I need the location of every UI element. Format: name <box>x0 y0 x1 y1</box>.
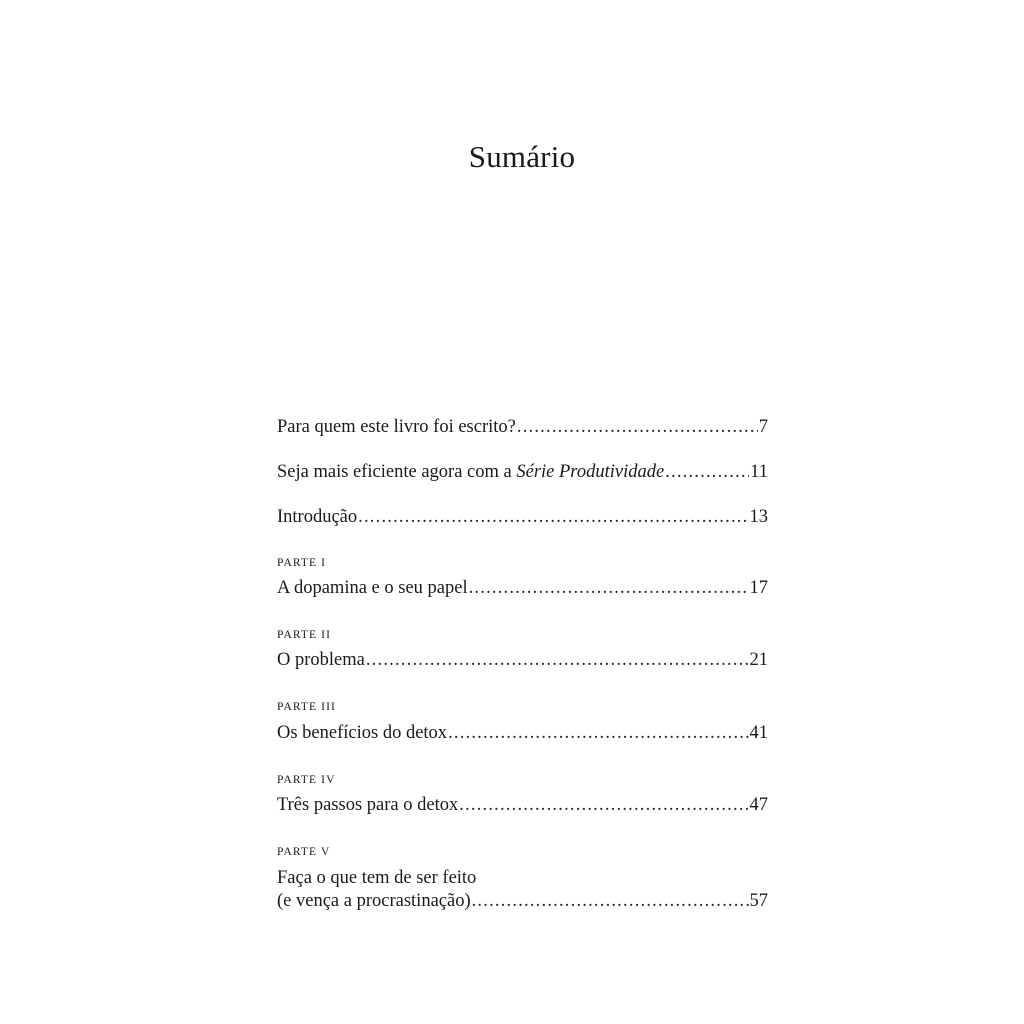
toc-entry-page: 41 <box>749 723 768 743</box>
part-label: PARTE IV <box>277 774 336 786</box>
toc-entry-page: 7 <box>758 417 768 437</box>
toc-entry-page: 13 <box>749 507 768 527</box>
toc-entry-page: 21 <box>749 650 768 670</box>
part-label: PARTE I <box>277 557 327 569</box>
dot-leader <box>366 649 749 671</box>
dot-leader <box>469 577 749 599</box>
toc-entry-title: Introdução <box>277 507 358 527</box>
part-label: PARTE III <box>277 701 336 713</box>
toc-entry <box>277 867 768 912</box>
toc-entry <box>277 722 768 744</box>
toc-entry <box>277 577 768 599</box>
toc-entry-title: A dopamina e o seu papel <box>277 578 468 598</box>
toc-entry-page: 57 <box>749 891 768 911</box>
dot-leader <box>665 461 749 483</box>
toc-entry-title <box>277 461 664 483</box>
dot-leader <box>517 416 758 438</box>
series-name: Série Produtividade <box>516 462 665 482</box>
toc-entry-title: O problema <box>277 650 365 670</box>
toc-entry <box>277 506 768 528</box>
toc-entry-page: 11 <box>750 462 768 482</box>
toc-entry <box>277 794 768 816</box>
toc-entry <box>277 461 768 483</box>
page-title: Sumário <box>468 139 576 174</box>
toc-entry-page: 47 <box>749 795 768 815</box>
toc-entry-title: (e vença a procrastinação) <box>277 891 471 911</box>
part-label: PARTE V <box>277 846 331 858</box>
dot-leader <box>472 890 749 912</box>
dot-leader <box>448 722 748 744</box>
toc-entry-title-text: Seja mais eficiente agora com a <box>277 462 517 482</box>
dot-leader <box>358 506 748 528</box>
toc-entry-title: Para quem este livro foi escrito? <box>277 417 516 437</box>
part-label: PARTE II <box>277 629 332 641</box>
dot-leader <box>459 794 748 816</box>
toc-entry-title: Os benefícios do detox <box>277 723 448 743</box>
toc-entry <box>277 649 768 671</box>
toc-entry <box>277 416 768 438</box>
toc-entry-title-line1: Faça o que tem de ser feito <box>277 868 477 888</box>
toc-entry-title: Três passos para o detox <box>277 795 459 815</box>
toc-entry-page: 17 <box>749 578 768 598</box>
